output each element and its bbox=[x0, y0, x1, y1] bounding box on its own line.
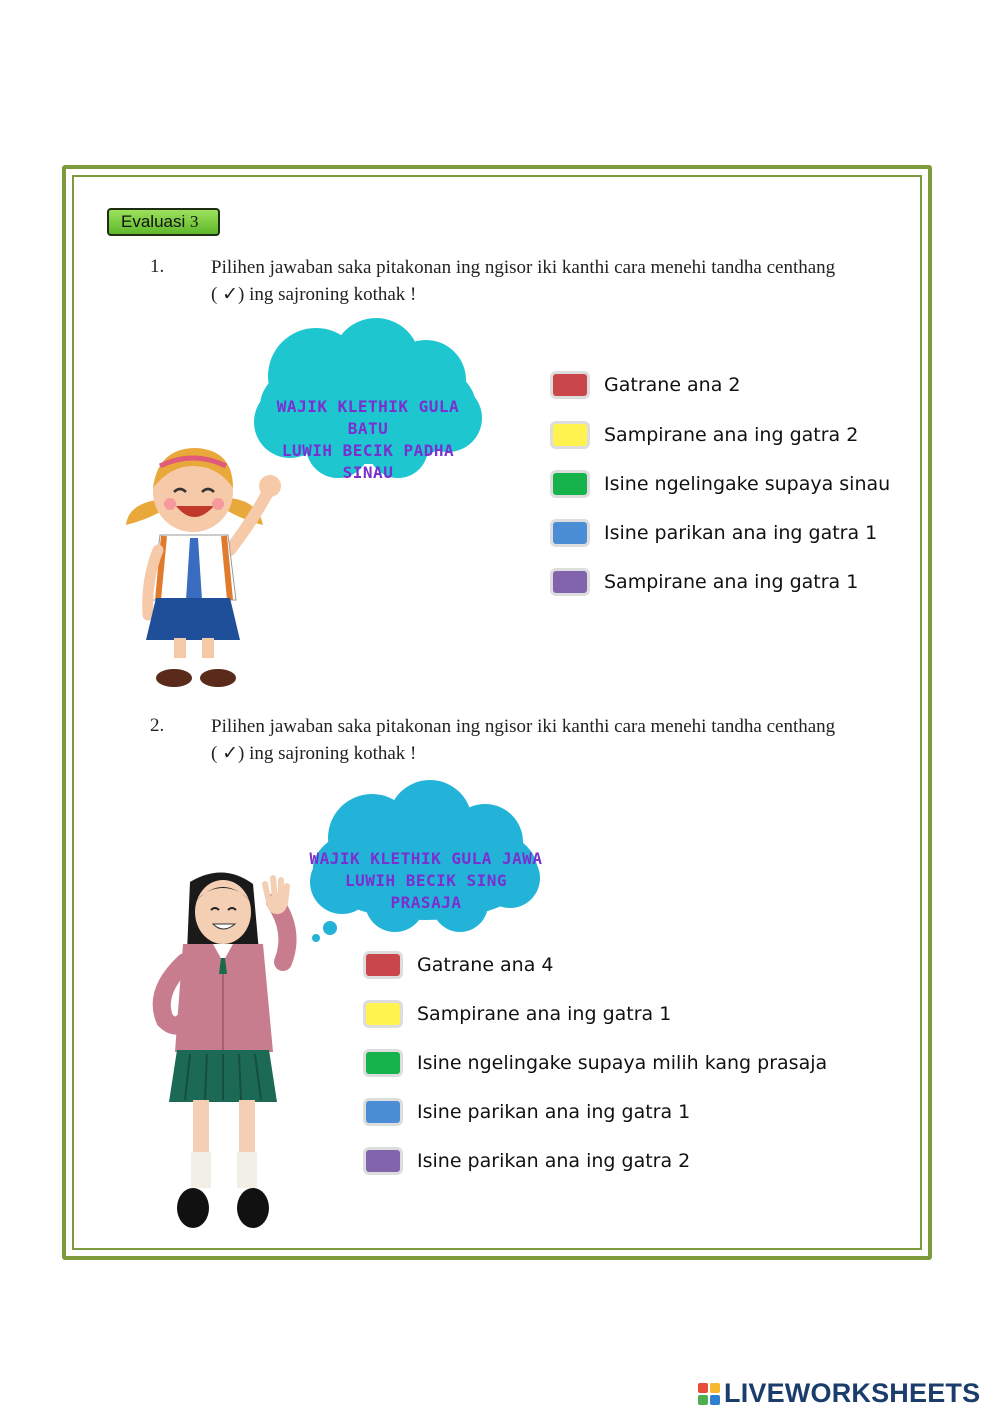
q1-option-3-checkbox[interactable] bbox=[550, 470, 590, 498]
schoolgirl-illustration-2 bbox=[135, 862, 315, 1232]
q1-option-5-checkbox[interactable] bbox=[550, 568, 590, 596]
q1-option-4-checkbox[interactable] bbox=[550, 519, 590, 547]
bubble-2-text bbox=[306, 848, 546, 914]
q1-option-5[interactable] bbox=[550, 568, 858, 596]
q2-option-1-label: Gatrane ana 4 bbox=[417, 954, 554, 976]
badge-number: 3 bbox=[190, 212, 199, 231]
question-1-number: 1. bbox=[150, 256, 165, 277]
schoolgirl-illustration-1 bbox=[118, 440, 293, 695]
question-2-line-1: Pilihen jawaban saka pitakonan ing ngisor iki kanthi cara menehi tandha centhang bbox=[211, 716, 836, 737]
q2-option-5[interactable] bbox=[363, 1147, 690, 1175]
q1-option-1[interactable] bbox=[550, 371, 741, 399]
logo-wordmark: LIVEWORKSHEETS bbox=[724, 1378, 981, 1408]
logo-mark-icon bbox=[698, 1383, 720, 1405]
question-1-line-1: Pilihen jawaban saka pitakonan ing ngisor iki kanthi cara menehi tandha centhang bbox=[211, 257, 836, 278]
q1-option-1-checkbox[interactable] bbox=[550, 371, 590, 399]
bubble-2-line-2: LUWIH BECIK SING PRASAJA bbox=[344, 871, 508, 912]
q2-option-2-label: Sampirane ana ing gatra 1 bbox=[417, 1003, 672, 1025]
q1-option-2-checkbox[interactable] bbox=[550, 421, 590, 449]
q1-option-4-label: Isine parikan ana ing gatra 1 bbox=[604, 522, 878, 544]
question-2-instruction bbox=[211, 713, 901, 767]
q2-option-4-checkbox[interactable] bbox=[363, 1098, 403, 1126]
question-2-line-2: ( ✓) ing sajroning kothak ! bbox=[211, 743, 417, 764]
q2-option-2-checkbox[interactable] bbox=[363, 1000, 403, 1028]
liveworksheets-logo bbox=[698, 1378, 980, 1409]
q2-option-4[interactable] bbox=[363, 1098, 690, 1126]
q2-option-3[interactable] bbox=[363, 1049, 827, 1077]
question-1-instruction bbox=[211, 254, 901, 308]
q1-option-2-label: Sampirane ana ing gatra 2 bbox=[604, 424, 859, 446]
bubble-1-line-2: LUWIH BECIK PADHA SINAU bbox=[281, 441, 455, 482]
q2-option-3-checkbox[interactable] bbox=[363, 1049, 403, 1077]
q1-option-3-label: Isine ngelingake supaya sinau bbox=[604, 473, 891, 495]
section-badge bbox=[107, 208, 220, 236]
q1-option-3[interactable] bbox=[550, 470, 890, 498]
q2-option-2[interactable] bbox=[363, 1000, 671, 1028]
bubble-2-line-1: WAJIK KLETHIK GULA JAWA bbox=[309, 849, 543, 868]
q2-option-1[interactable] bbox=[363, 951, 554, 979]
q2-option-5-label: Isine parikan ana ing gatra 2 bbox=[417, 1150, 691, 1172]
q2-option-5-checkbox[interactable] bbox=[363, 1147, 403, 1175]
q2-option-4-label: Isine parikan ana ing gatra 1 bbox=[417, 1101, 691, 1123]
question-1-line-2: ( ✓) ing sajroning kothak ! bbox=[211, 284, 417, 305]
bubble-1-line-1: WAJIK KLETHIK GULA BATU bbox=[276, 397, 460, 438]
q2-option-1-checkbox[interactable] bbox=[363, 951, 403, 979]
badge-word: Evaluasi bbox=[121, 212, 186, 231]
q1-option-4[interactable] bbox=[550, 519, 877, 547]
q1-option-1-label: Gatrane ana 2 bbox=[604, 374, 741, 396]
q1-option-2[interactable] bbox=[550, 421, 858, 449]
q2-option-3-label: Isine ngelingake supaya milih kang prasaja bbox=[417, 1052, 828, 1074]
question-2-number: 2. bbox=[150, 715, 165, 736]
q1-option-5-label: Sampirane ana ing gatra 1 bbox=[604, 571, 859, 593]
